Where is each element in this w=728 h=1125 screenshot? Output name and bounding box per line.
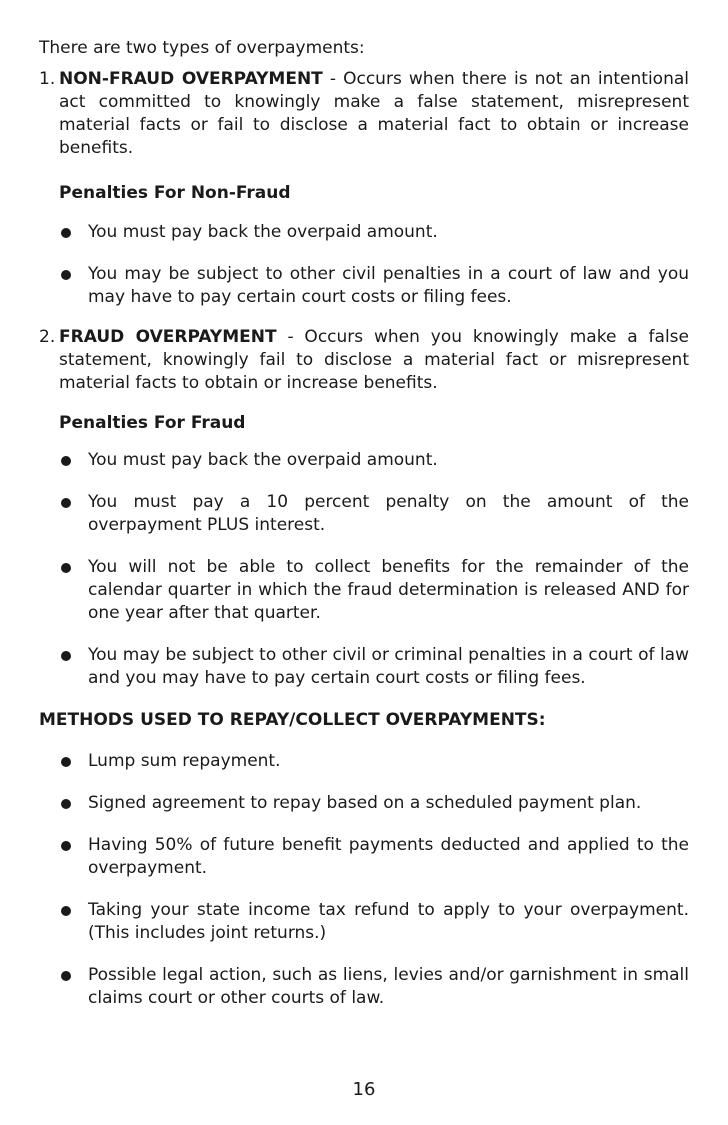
- list-item: Having 50% of future benefit payments deducted and applied to the overpayment.: [39, 834, 689, 880]
- bullet-icon: [61, 799, 71, 809]
- list-item: You will not be able to collect benefits for the remainder of the calendar quarter in which the fraud determination is released AND for one year after that quarter.: [39, 556, 689, 625]
- bullet-icon: [61, 228, 71, 238]
- page-number: 16: [352, 1079, 376, 1100]
- item-title: NON-FRAUD OVERPAYMENT: [59, 69, 323, 89]
- penalties-heading-non-fraud: Penalties For Non-Fraud: [59, 183, 291, 203]
- methods-heading: METHODS USED TO REPAY/COLLECT OVERPAYMENTS:: [39, 710, 546, 730]
- bullet-icon: [61, 971, 71, 981]
- penalties-heading-fraud: Penalties For Fraud: [59, 413, 246, 433]
- methods-list: [39, 750, 689, 1010]
- bullet-icon: [61, 841, 71, 851]
- list-item: Taking your state income tax refund to apply to your overpayment. (This includes joint returns.): [39, 899, 689, 945]
- penalties-list-non-fraud: [39, 221, 689, 309]
- item-number: 1.: [39, 69, 56, 89]
- item-description: - Occurs when you knowingly make a false statement, knowingly fail to disclose a material fact or misrepresent material facts to obtain or increase benefits.: [59, 327, 689, 393]
- bullet-icon: [61, 651, 71, 661]
- bullet-icon: [61, 906, 71, 916]
- bullet-icon: [61, 563, 71, 573]
- intro-text: There are two types of overpayments:: [39, 38, 365, 58]
- overpayment-type-fraud: [39, 326, 689, 395]
- document-page: [39, 37, 689, 1029]
- item-paragraph: [59, 68, 689, 160]
- bullet-icon: [61, 498, 71, 508]
- bullet-icon: [61, 757, 71, 767]
- list-item: You must pay a 10 percent penalty on the amount of the overpayment PLUS interest.: [39, 491, 689, 537]
- list-item: Signed agreement to repay based on a scheduled payment plan.: [39, 792, 689, 815]
- item-paragraph: [59, 326, 689, 395]
- list-item: You must pay back the overpaid amount.: [39, 221, 689, 244]
- list-item: Possible legal action, such as liens, levies and/or garnishment in small claims court or other courts of law.: [39, 964, 689, 1010]
- overpayment-type-non-fraud: [39, 68, 689, 160]
- bullet-icon: [61, 456, 71, 466]
- list-item: You must pay back the overpaid amount.: [39, 449, 689, 472]
- item-title: FRAUD OVERPAYMENT: [59, 327, 277, 347]
- list-item: You may be subject to other civil penalties in a court of law and you may have to pay certain court costs or filing fees.: [39, 263, 689, 309]
- list-item: You may be subject to other civil or criminal penalties in a court of law and you may have to pay certain court costs or filing fees.: [39, 644, 689, 690]
- bullet-icon: [61, 270, 71, 280]
- item-description: - Occurs when there is not an intentional act committed to knowingly make a false statement, misrepresent material facts or fail to disclose a material fact to obtain or increase benefits.: [59, 69, 689, 158]
- item-number: 2.: [39, 327, 56, 347]
- list-item: Lump sum repayment.: [39, 750, 689, 773]
- penalties-list-fraud: [39, 449, 689, 690]
